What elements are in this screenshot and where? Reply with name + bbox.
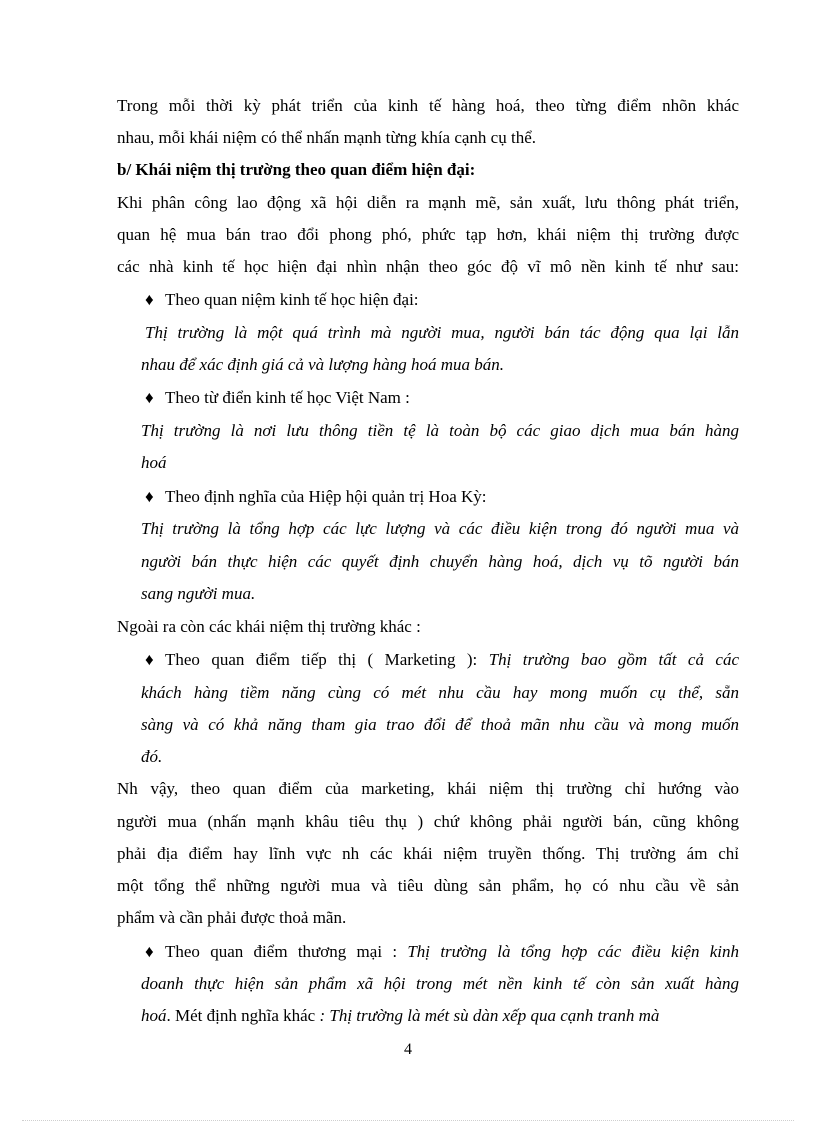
bullet-lead: Theo quan điểm tiếp thị ( Marketing ): bbox=[165, 650, 478, 669]
diamond-bullet-icon: ♦ bbox=[145, 942, 154, 961]
quote-line: Thị trường là nơi lưu thông tiền tệ là toàn bộ các giao dịch mua bán hàng bbox=[141, 421, 739, 440]
paragraph-line: Nh vậy, theo quan điểm của marketing, khái niệm thị trường chỉ hướng vào bbox=[117, 779, 739, 798]
paragraph-line: nhau, mỗi khái niệm có thể nhấn mạnh từng khía cạnh cụ thể. bbox=[117, 128, 536, 147]
quote-line: khách hàng tiềm năng cùng có mét nhu cầu hay mong muốn cụ thể, sẵn bbox=[141, 683, 739, 702]
bullet-item bbox=[145, 387, 410, 409]
diamond-bullet-icon: ♦ bbox=[145, 650, 154, 669]
bullet-item bbox=[145, 486, 487, 508]
quote-line: hoá bbox=[141, 453, 167, 472]
bullet-lead: Theo quan điểm thương mại : bbox=[165, 942, 398, 961]
quote-fragment: : Thị trường là mét sù dàn xếp qua cạnh tranh mà bbox=[319, 1006, 660, 1025]
paragraph-line: Trong mỗi thời kỳ phát triển của kinh tế hàng hoá, theo từng điểm nhõn khác bbox=[117, 96, 739, 115]
bullet-item bbox=[145, 649, 739, 671]
quote-fragment: hoá bbox=[141, 1006, 167, 1025]
diamond-bullet-icon: ♦ bbox=[145, 487, 154, 506]
paragraph-line: phải địa điểm hay lĩnh vực nh các khái niệm truyền thống. Thị trường ám chỉ bbox=[117, 844, 739, 863]
quote-line: người bán thực hiện các quyết định chuyển hàng hoá, dịch vụ tõ người bán bbox=[141, 552, 739, 571]
paragraph-line: Ngoài ra còn các khái niệm thị trường khác : bbox=[117, 617, 421, 636]
paragraph-line: quan hệ mua bán trao đổi phong phó, phức tạp hơn, khái niệm thị trường được bbox=[117, 225, 739, 244]
bullet-text: Theo từ điển kinh tế học Việt Nam : bbox=[165, 388, 410, 407]
quote-line: Thị trường là một quá trình mà người mua, người bán tác động qua lại lẫn bbox=[145, 323, 739, 342]
quote-line: doanh thực hiện sản phẩm xã hội trong mét nền kinh tế còn sản xuất hàng bbox=[141, 974, 739, 993]
paragraph-line: người mua (nhấn mạnh khâu tiêu thụ ) chứ không phải người bán, cũng không bbox=[117, 812, 739, 831]
page-bottom-dotted-line bbox=[22, 1120, 794, 1121]
paragraph-line: các nhà kinh tế học hiện đại nhìn nhận theo góc độ vĩ mô nền kinh tế như sau: bbox=[117, 257, 739, 276]
paragraph-line: Khi phân công lao động xã hội diễn ra mạnh mẽ, sản xuất, lưu thông phát triển, bbox=[117, 193, 739, 212]
quote-line: nhau để xác định giá cả và lượng hàng hoá mua bán. bbox=[141, 355, 505, 374]
paragraph-line: một tổng thể những người mua và tiêu dùng sản phẩm, họ có nhu cầu về sản bbox=[117, 876, 739, 895]
plain-fragment: . Mét định nghĩa khác bbox=[166, 1006, 320, 1025]
page-number: 4 bbox=[404, 1041, 412, 1058]
diamond-bullet-icon: ♦ bbox=[145, 290, 154, 309]
bullet-text: Theo định nghĩa của Hiệp hội quản trị Hoa Kỳ: bbox=[165, 487, 487, 506]
diamond-bullet-icon: ♦ bbox=[145, 388, 154, 407]
quote-line: sang người mua. bbox=[141, 584, 256, 603]
bullet-item bbox=[145, 941, 739, 963]
bullet-text: Thị trường là tổng hợp các điều kiện kinh bbox=[397, 942, 739, 961]
quote-line: Thị trường là tổng hợp các lực lượng và các điều kiện trong đó người mua và bbox=[141, 519, 739, 538]
quote-line: sàng và có khả năng tham gia trao đổi để thoả mãn nhu cầu và mong muốn bbox=[141, 715, 739, 734]
paragraph-line: phẩm và cần phải được thoả mãn. bbox=[117, 908, 347, 927]
bullet-text: Theo quan niệm kinh tế học hiện đại: bbox=[165, 290, 419, 309]
quote-line bbox=[141, 1005, 659, 1027]
section-heading: b/ Khái niệm thị trường theo quan điểm hiện đại: bbox=[117, 160, 476, 179]
bullet-item bbox=[145, 289, 419, 311]
quote-line: đó. bbox=[141, 747, 163, 766]
bullet-text: Thị trường bao gồm tất cả các bbox=[477, 650, 739, 669]
